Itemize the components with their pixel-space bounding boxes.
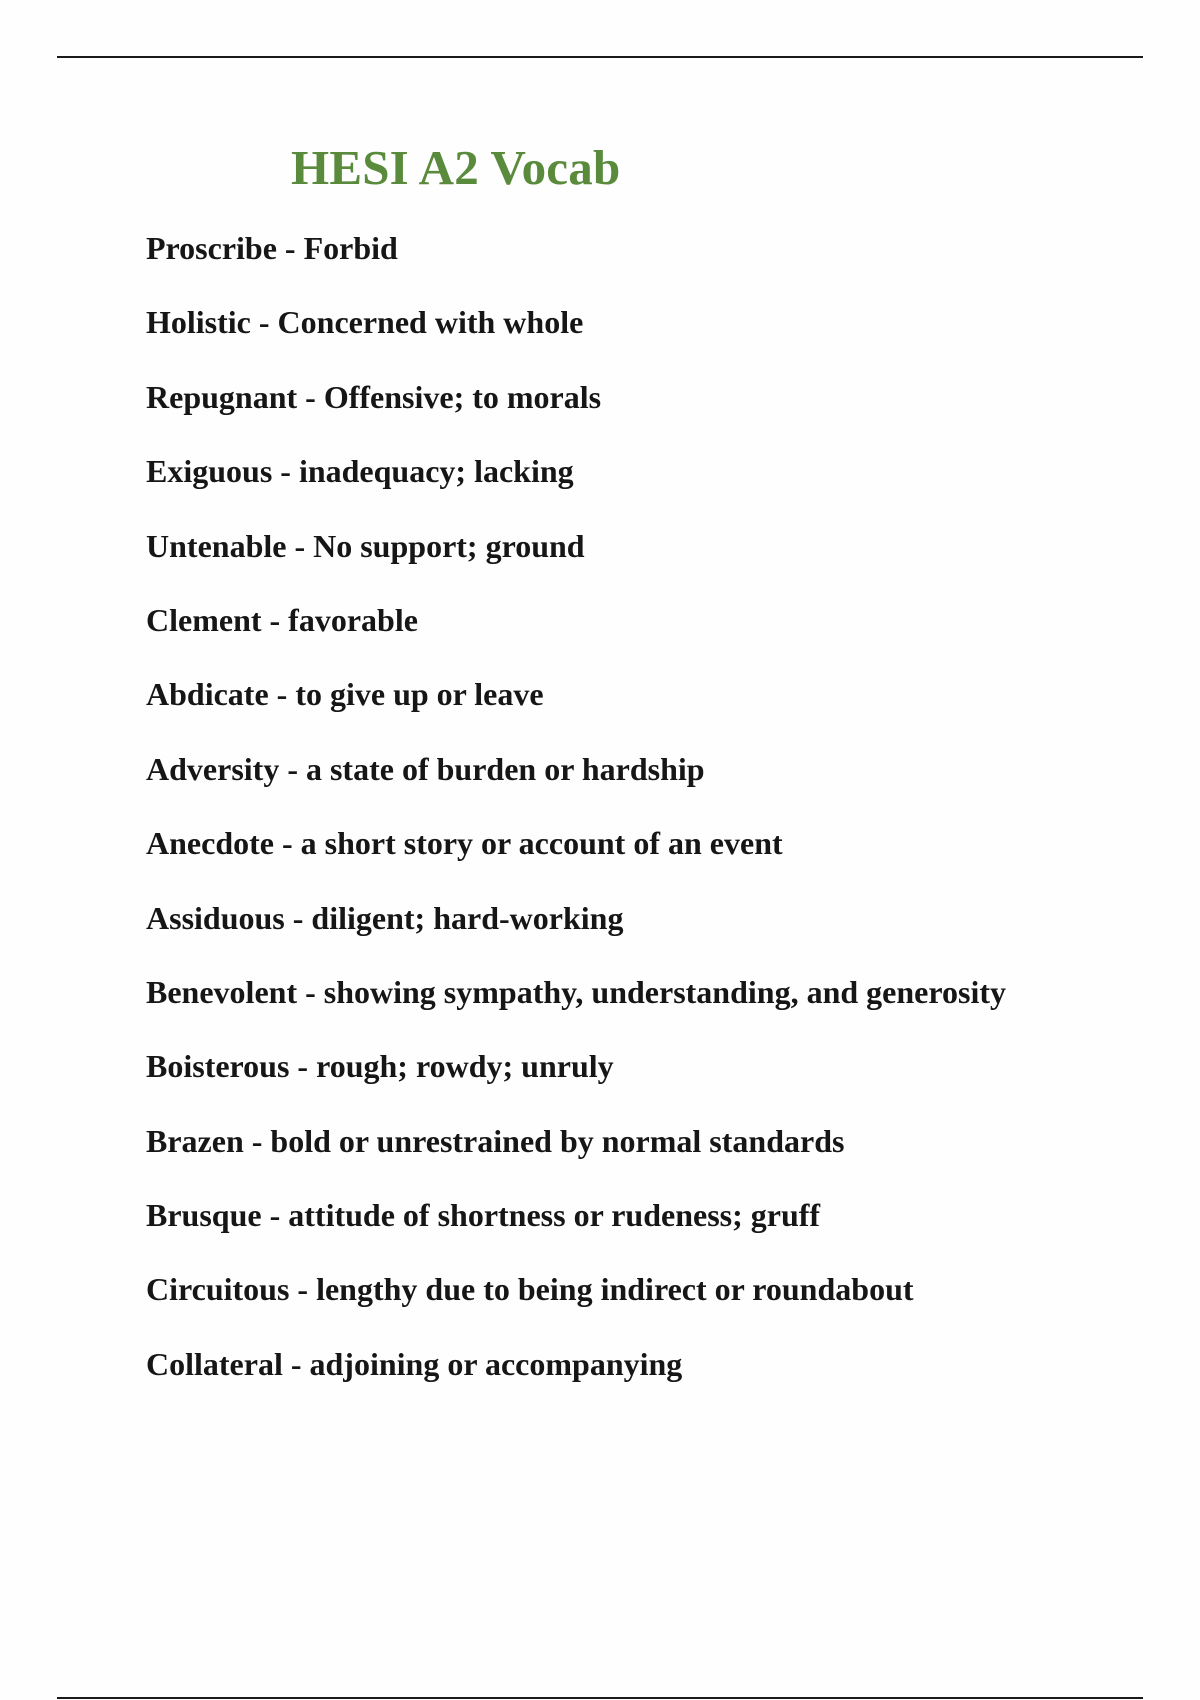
vocab-entry: Abdicate - to give up or leave [146, 676, 544, 713]
vocab-entry: Boisterous - rough; rowdy; unruly [146, 1048, 614, 1085]
vocab-entry: Benevolent - showing sympathy, understanding, and generosity [146, 973, 1006, 1010]
vocab-list [146, 226, 1006, 1416]
vocab-entry: Clement - favorable [146, 601, 418, 638]
vocab-entry: Anecdote - a short story or account of an event [146, 825, 783, 862]
vocab-entry: Adversity - a state of burden or hardship [146, 750, 705, 787]
vocab-entry: Repugnant - Offensive; to morals [146, 378, 602, 415]
vocab-entry: Proscribe - Forbid [146, 230, 398, 266]
footer-rule [57, 1697, 1143, 1699]
vocab-entry: Brazen - bold or unrestrained by normal standards [146, 1122, 845, 1159]
vocab-entry: Brusque - attitude of shortness or rudeness; gruff [146, 1197, 821, 1234]
vocab-entry: Collateral - adjoining or accompanying [146, 1345, 683, 1382]
vocab-entry: Circuitous - lengthy due to being indirect or roundabout [146, 1271, 914, 1308]
header-rule [57, 56, 1143, 58]
vocab-entry: Exiguous - inadequacy; lacking [146, 453, 574, 490]
vocab-entry: Holistic - Concerned with whole [146, 304, 584, 341]
vocab-entry: Assiduous - diligent; hard-working [146, 899, 624, 936]
vocab-entry: Untenable - No support; ground [146, 527, 585, 564]
page-title: HESI A2 Vocab [291, 140, 621, 195]
